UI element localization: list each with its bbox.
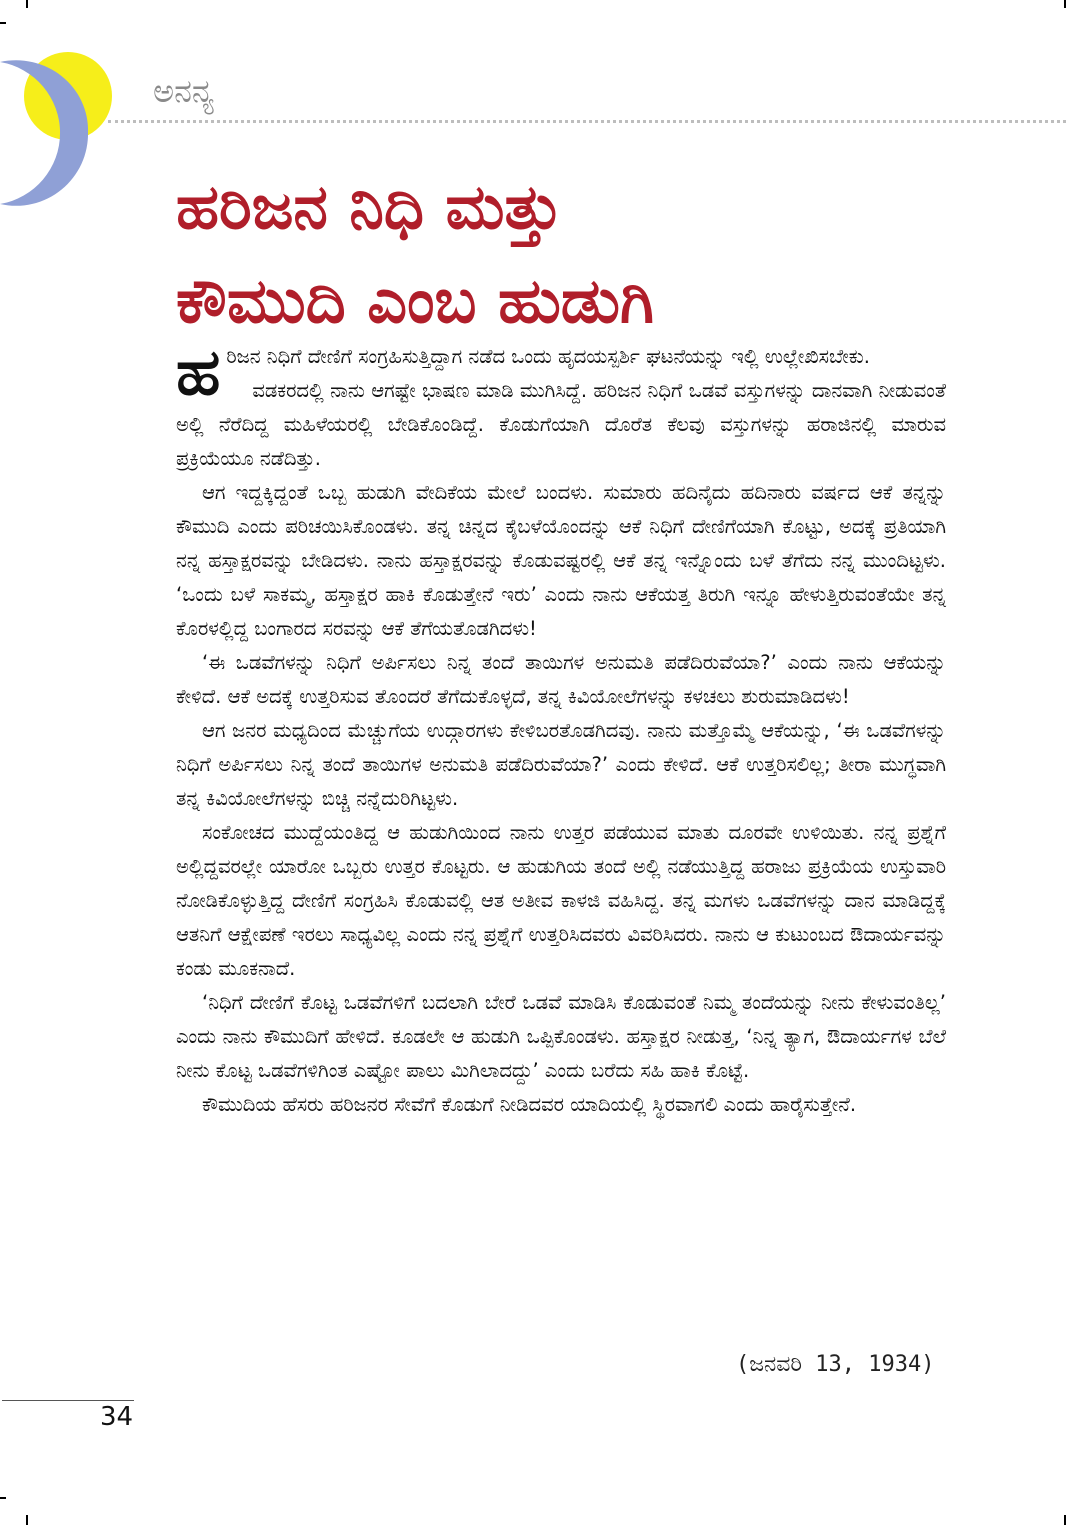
header-dotted-rule (108, 120, 1066, 123)
paragraph: ಆಗ ಇದ್ದಕ್ಕಿದ್ದಂತೆ ಒಬ್ಬ ಹುಡುಗಿ ವೇದಿಕೆಯ ಮೇಲೆ ಬಂದಳು. ಸುಮಾರು ಹದಿನೈದು ಹದಿನಾರು ವರ್ಷದ ಆಕೆ ತನ್ನನ್ನು ಕೌಮುದಿ ಎಂದು ಪರಿಚಯಿಸಿಕೊಂಡಳು. ತನ್ನ ಚಿನ್ನದ ಕೈಬಳೆಯೊಂದನ್ನು ಆಕೆ ನಿಧಿಗೆ ದೇಣಿಗೆಯಾಗಿ ಕೊಟ್ಟು, ಅದಕ್ಕೆ ಪ್ರತಿಯಾಗಿ ನನ್ನ ಹಸ್ತಾಕ್ಷರವನ್ನು ಬೇಡಿದಳು. ನಾನು ಹಸ್ತಾಕ್ಷರವನ್ನು ಕೊಡುವಷ್ಟರಲ್ಲಿ ಆಕೆ ತನ್ನ ಇನ್ನೊಂದು ಬಳೆ ತೆಗೆದು ನನ್ನ ಮುಂದಿಟ್ಟಳು. ‘ಒಂದು ಬಳೆ ಸಾಕಮ್ಮ, ಹಸ್ತಾಕ್ಷರ ಹಾಕಿ ಕೊಡುತ್ತೇನೆ ಇರು’ ಎಂದು ನಾನು ಆಕೆಯತ್ತ ತಿರುಗಿ ಇನ್ನೂ ಹೇಳುತ್ತಿರುವಂತೆಯೇ ತನ್ನ ಕೊರಳಲ್ಲಿದ್ದ ಬಂಗಾರದ ಸರವನ್ನು ಆಕೆ ತೆಗೆಯತೊಡಗಿದಳು! (176, 481, 946, 640)
article-date: (ಜನವರಿ 13, 1934) (736, 1352, 935, 1377)
running-header: ಅನನ್ಯ (153, 72, 215, 110)
title-line-2: ಕೌಮುದಿ ಎಂಬ ಹುಡುಗಿ (176, 264, 654, 337)
paragraph: ಹರಿಜನ ನಿಧಿಗೆ ದೇಣಿಗೆ ಸಂಗ್ರಹಿಸುತ್ತಿದ್ದಾಗ ನಡೆದ ಒಂದು ಹೃದಯಸ್ಪರ್ಶಿ ಘಟನೆಯನ್ನು ಇಲ್ಲಿ ಉಲ್ಲೇಖಿಸಬೇಕು. (176, 336, 870, 410)
article-title (176, 160, 1036, 348)
article-body (176, 336, 946, 1122)
paragraph: ಕೌಮುದಿಯ ಹೆಸರು ಹರಿಜನರ ಸೇವೆಗೆ ಕೊಡುಗೆ ನೀಡಿದವರ ಯಾದಿಯಲ್ಲಿ ಸ್ಥಿರವಾಗಲಿ ಎಂದು ಹಾರೈಸುತ್ತೇನೆ. (202, 1093, 857, 1116)
crop-mark (0, 1497, 6, 1499)
paragraph: ಸಂಕೋಚದ ಮುದ್ದೆಯಂತಿದ್ದ ಆ ಹುಡುಗಿಯಿಂದ ನಾನು ಉತ್ತರ ಪಡೆಯುವ ಮಾತು ದೂರವೇ ಉಳಿಯಿತು. ನನ್ನ ಪ್ರಶ್ನೆಗೆ ಅಲ್ಲಿದ್ದವರಲ್ಲೇ ಯಾರೋ ಒಬ್ಬರು ಉತ್ತರ ಕೊಟ್ಟರು. ಆ ಹುಡುಗಿಯ ತಂದೆ ಅಲ್ಲಿ ನಡೆಯುತ್ತಿದ್ದ ಹರಾಜು ಪ್ರಕ್ರಿಯೆಯ ಉಸ್ತುವಾರಿ ನೋಡಿಕೊಳ್ಳುತ್ತಿದ್ದ ದೇಣಿಗೆ ಸಂಗ್ರಹಿಸಿ ಕೊಡುವಲ್ಲಿ ಆತ ಅತೀವ ಕಾಳಜಿ ವಹಿಸಿದ್ದ. ತನ್ನ ಮಗಳು ಒಡವೆಗಳನ್ನು ದಾನ ಮಾಡಿದ್ದಕ್ಕೆ ಆತನಿಗೆ ಆಕ್ಷೇಪಣೆ ಇರಲು ಸಾಧ್ಯವಿಲ್ಲ ಎಂದು ನನ್ನ ಪ್ರಶ್ನೆಗೆ ಉತ್ತರಿಸಿದವರು ವಿವರಿಸಿದರು. ನಾನು ಆ ಕುಟುಂಬದ ಔದಾರ್ಯವನ್ನು ಕಂಡು ಮೂಕನಾದೆ. (176, 821, 946, 980)
page-number: 34 (100, 1402, 134, 1432)
crop-mark (1064, 1515, 1066, 1525)
paragraph: ಆಗ ಜನರ ಮಧ್ಯದಿಂದ ಮೆಚ್ಚುಗೆಯ ಉದ್ಗಾರಗಳು ಕೇಳಿಬರತೊಡಗಿದವು. ನಾನು ಮತ್ತೊಮ್ಮೆ ಆಕೆಯನ್ನು, ‘ಈ ಒಡವೆಗಳನ್ನು ನಿಧಿಗೆ ಅರ್ಪಿಸಲು ನಿನ್ನ ತಂದೆ ತಾಯಿಗಳ ಅನುಮತಿ ಪಡೆದಿರುವೆಯಾ?’ ಎಂದು ಕೇಳಿದೆ. ಆಕೆ ಉತ್ತರಿಸಲಿಲ್ಲ; ತೀರಾ ಮುಗ್ಧವಾಗಿ ತನ್ನ ಕಿವಿಯೋಲೆಗಳನ್ನು ಬಿಚ್ಚಿ ನನ್ನೆದುರಿಗಿಟ್ಟಳು. (176, 719, 946, 810)
paragraph: ‘ಈ ಒಡವೆಗಳನ್ನು ನಿಧಿಗೆ ಅರ್ಪಿಸಲು ನಿನ್ನ ತಂದೆ ತಾಯಿಗಳ ಅನುಮತಿ ಪಡೆದಿರುವೆಯಾ?’ ಎಂದು ನಾನು ಆಕೆಯನ್ನು ಕೇಳಿದೆ. ಆಕೆ ಅದಕ್ಕೆ ಉತ್ತರಿಸುವ ತೊಂದರೆ ತೆಗೆದುಕೊಳ್ಳದೆ, ತನ್ನ ಕಿವಿಯೋಲೆಗಳನ್ನು ಕಳಚಲು ಶುರುಮಾಡಿದಳು! (176, 651, 946, 708)
page-number-rule (2, 1400, 134, 1401)
drop-cap: ಹ (176, 336, 221, 410)
crop-mark (1064, 0, 1066, 8)
paragraph: ‘ನಿಧಿಗೆ ದೇಣಿಗೆ ಕೊಟ್ಟ ಒಡವೆಗಳಿಗೆ ಬದಲಾಗಿ ಬೇರೆ ಒಡವೆ ಮಾಡಿಸಿ ಕೊಡುವಂತೆ ನಿಮ್ಮ ತಂದೆಯನ್ನು ನೀನು ಕೇಳುವಂತಿಲ್ಲ’ ಎಂದು ನಾನು ಕೌಮುದಿಗೆ ಹೇಳಿದೆ. ಕೂಡಲೇ ಆ ಹುಡುಗಿ ಒಪ್ಪಿಕೊಂಡಳು. ಹಸ್ತಾಕ್ಷರ ನೀಡುತ್ತ, ‘ನಿನ್ನ ತ್ಯಾಗ, ಔದಾರ್ಯಗಳ ಬೆಲೆ ನೀನು ಕೊಟ್ಟ ಒಡವೆಗಳಿಗಿಂತ ಎಷ್ಟೋ ಪಾಲು ಮಿಗಿಲಾದದ್ದು’ ಎಂದು ಬರೆದು ಸಹಿ ಹಾಕಿ ಕೊಟ್ಟೆ. (176, 991, 946, 1082)
paragraph: ವಡಕರದಲ್ಲಿ ನಾನು ಆಗಷ್ಟೇ ಭಾಷಣ ಮಾಡಿ ಮುಗಿಸಿದ್ದೆ. ಹರಿಜನ ನಿಧಿಗೆ ಒಡವೆ ವಸ್ತುಗಳನ್ನು ದಾನವಾಗಿ ನೀಡುವಂತೆ ಅಲ್ಲಿ ನೆರೆದಿದ್ದ ಮಹಿಳೆಯರಲ್ಲಿ ಬೇಡಿಕೊಂಡಿದ್ದೆ. ಕೊಡುಗೆಯಾಗಿ ದೊರೆತ ಕೆಲವು ವಸ್ತುಗಳನ್ನು ಹರಾಜಿನಲ್ಲಿ ಮಾರುವ ಪ್ರಕ್ರಿಯೆಯೂ ನಡೆದಿತ್ತು. (176, 379, 946, 470)
crop-mark (26, 1515, 28, 1525)
decorative-circles (0, 0, 140, 210)
title-line-1: ಹರಿಜನ ನಿಧಿ ಮತ್ತು (176, 170, 563, 243)
